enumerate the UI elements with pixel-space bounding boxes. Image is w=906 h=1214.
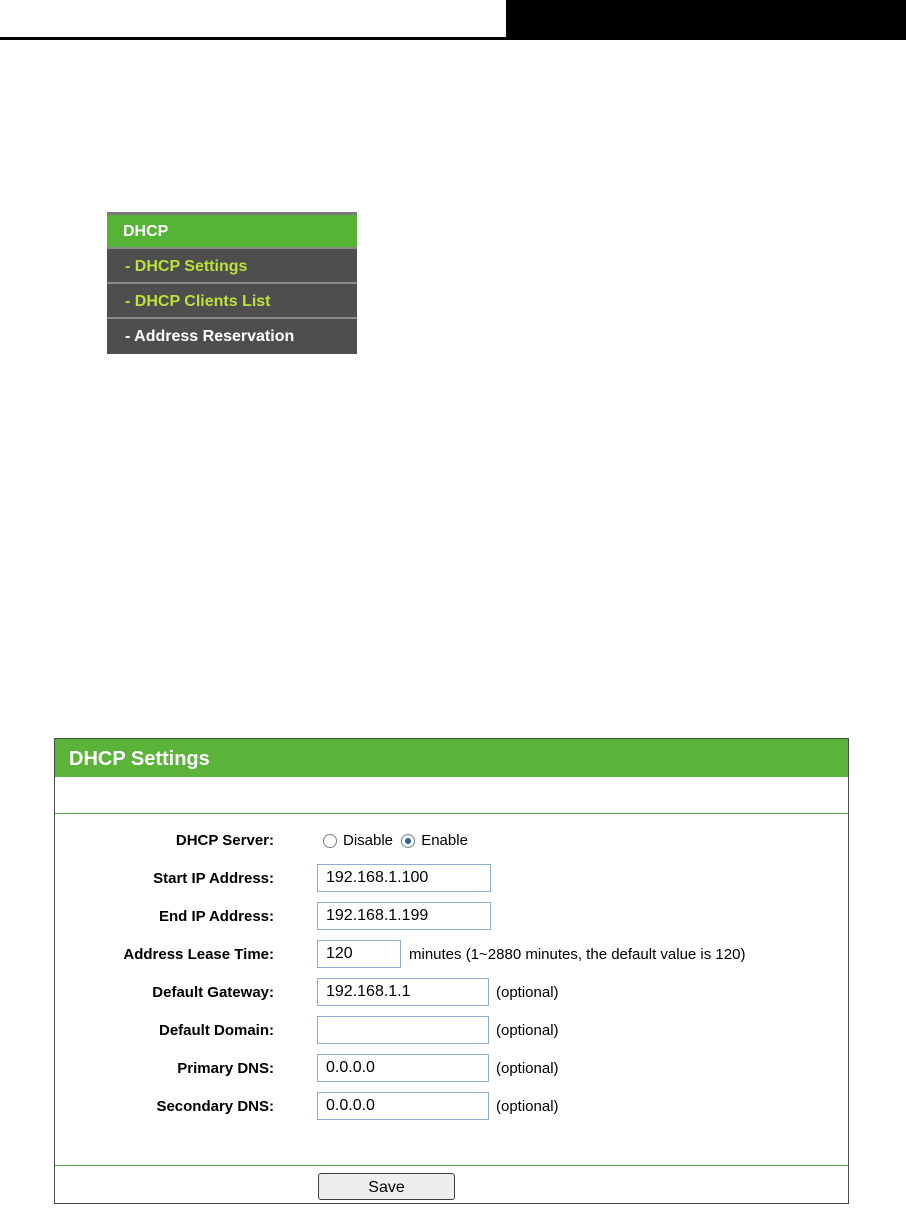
radio-disable[interactable] — [323, 834, 337, 848]
default-gateway-note: (optional) — [496, 984, 559, 1001]
panel-footer-divider — [55, 1165, 848, 1166]
dhcp-menu — [107, 212, 357, 354]
primary-dns-input[interactable] — [317, 1054, 489, 1082]
save-button[interactable]: Save — [318, 1173, 455, 1200]
header-black-block — [506, 0, 906, 38]
default-gateway-label: Default Gateway: — [152, 984, 274, 1001]
panel-spacer — [55, 777, 848, 814]
radio-enable-label: Enable — [421, 832, 468, 849]
primary-dns-note: (optional) — [496, 1060, 559, 1077]
default-domain-input[interactable] — [317, 1016, 489, 1044]
end-ip-row — [55, 902, 848, 932]
lease-time-row — [55, 940, 848, 970]
radio-disable-label: Disable — [343, 832, 394, 849]
start-ip-row — [55, 864, 848, 894]
dhcp-server-row — [55, 826, 848, 856]
secondary-dns-note: (optional) — [496, 1098, 559, 1115]
default-gateway-row — [55, 978, 848, 1008]
lease-time-note: minutes (1~2880 minutes, the default value is 120) — [409, 946, 746, 963]
radio-disable-option[interactable] — [323, 832, 397, 849]
secondary-dns-row — [55, 1092, 848, 1122]
default-gateway-input[interactable] — [317, 978, 489, 1006]
secondary-dns-label: Secondary DNS: — [156, 1098, 274, 1115]
menu-item-address-reservation[interactable]: - Address Reservation — [107, 319, 357, 354]
default-domain-label: Default Domain: — [158, 1022, 274, 1039]
header-rule — [0, 37, 906, 40]
primary-dns-label: Primary DNS: — [177, 1060, 274, 1077]
radio-enable-option[interactable] — [401, 832, 468, 849]
menu-title-dhcp[interactable]: DHCP — [107, 212, 357, 249]
dhcp-server-label: DHCP Server: — [175, 832, 274, 849]
default-domain-row — [55, 1016, 848, 1046]
default-domain-note: (optional) — [496, 1022, 559, 1039]
menu-item-dhcp-clients-list[interactable]: - DHCP Clients List — [107, 284, 357, 319]
panel-title: DHCP Settings — [55, 739, 848, 777]
secondary-dns-input[interactable] — [317, 1092, 489, 1120]
start-ip-label: Start IP Address: — [153, 870, 274, 887]
menu-item-dhcp-settings[interactable]: - DHCP Settings — [107, 249, 357, 284]
primary-dns-row — [55, 1054, 848, 1084]
end-ip-label: End IP Address: — [158, 908, 274, 925]
lease-time-input[interactable] — [317, 940, 401, 968]
dhcp-server-radio-group — [323, 826, 472, 856]
lease-time-label: Address Lease Time: — [123, 946, 274, 963]
end-ip-input[interactable] — [317, 902, 491, 930]
dhcp-settings-panel — [54, 738, 849, 1204]
start-ip-input[interactable] — [317, 864, 491, 892]
radio-enable[interactable] — [401, 834, 415, 848]
